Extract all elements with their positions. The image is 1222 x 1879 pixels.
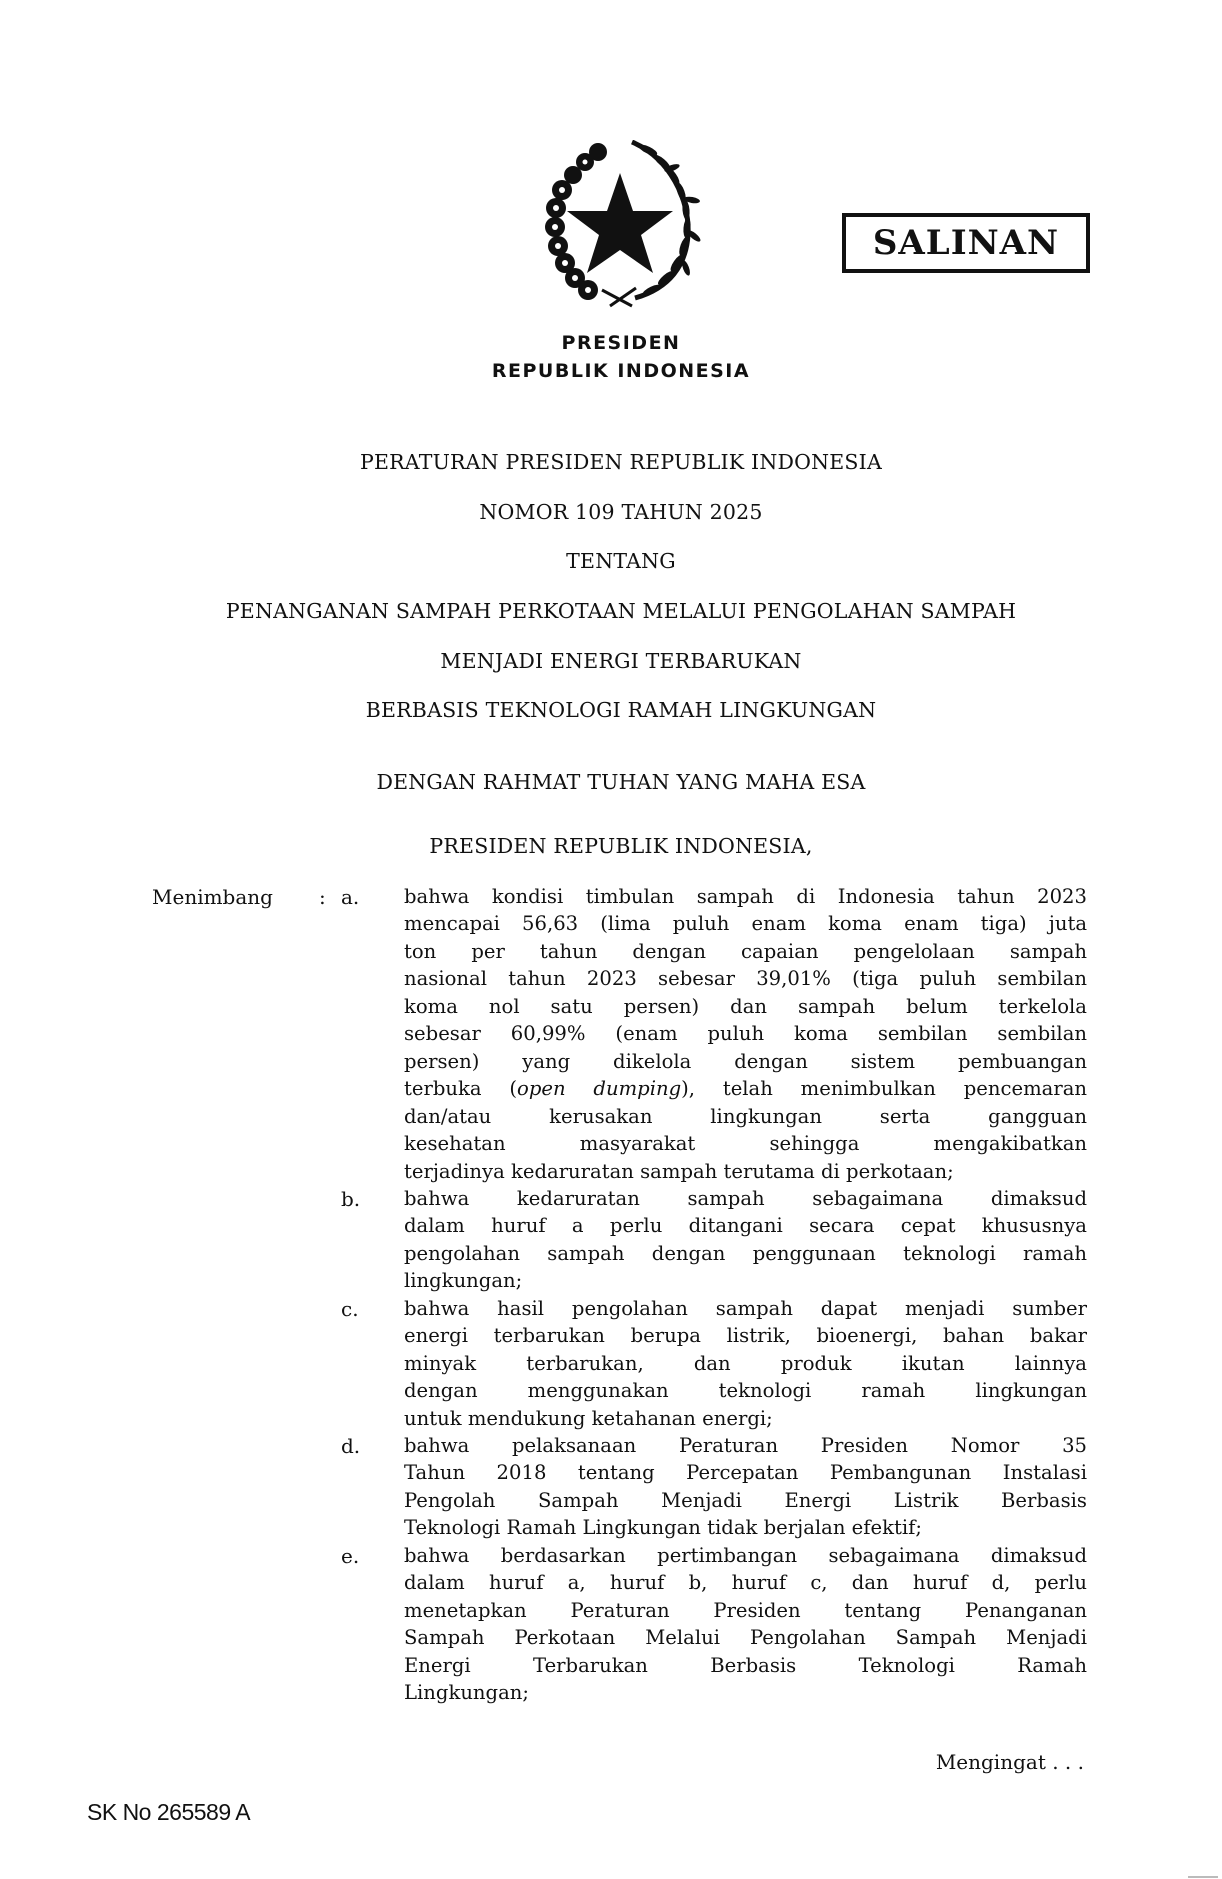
clause-line: koma nol satu persen) dan sampah belum terkelola bbox=[404, 994, 1087, 1018]
clause-line: bahwa berdasarkan pertimbangan sebagaimana dimaksud bbox=[404, 1543, 1087, 1567]
scan-artifact bbox=[1188, 1876, 1218, 1878]
clause-line: Pengolah Sampah Menjadi Energi Listrik Berbasis bbox=[404, 1488, 1087, 1512]
clause-line: kesehatan masyarakat sehingga mengakibatkan bbox=[404, 1132, 1087, 1156]
clause-line: dalam huruf a, huruf b, huruf c, dan huruf d, perlu bbox=[404, 1571, 1087, 1595]
clause-line: terjadinya kedaruratan sampah terutama di perkotaan; bbox=[404, 1159, 954, 1183]
regulation-number: NOMOR 109 TAHUN 2025 bbox=[479, 500, 763, 524]
clause-line: energi terbarukan berupa listrik, bioenergi, bahan bakar bbox=[404, 1324, 1087, 1348]
continuation-marker: Mengingat . . . bbox=[935, 1750, 1084, 1774]
clause-line: lingkungan; bbox=[404, 1269, 523, 1293]
clause-line: untuk mendukung ketahanan energi; bbox=[404, 1406, 773, 1430]
star-icon bbox=[567, 173, 673, 273]
clause-line: bahwa pelaksanaan Peraturan Presiden Nomor 35 bbox=[404, 1434, 1087, 1457]
clause-line: pengolahan sampah dengan penggunaan teknologi ramah bbox=[404, 1241, 1087, 1265]
clause-line: Sampah Perkotaan Melalui Pengolahan Sampah Menjadi bbox=[404, 1626, 1087, 1650]
clause-line: bahwa kedaruratan sampah sebagaimana dimaksud bbox=[404, 1186, 1087, 1210]
clause-letter: c. bbox=[341, 1296, 359, 1321]
clause-line: dengan menggunakan teknologi ramah lingkungan bbox=[404, 1379, 1087, 1403]
clause-line: dalam huruf a perlu ditangani secara cepat khususnya bbox=[404, 1214, 1087, 1238]
clause-line: Teknologi Ramah Lingkungan tidak berjalan efektif; bbox=[404, 1516, 922, 1540]
regulation-type: PERATURAN PRESIDEN REPUBLIK INDONESIA bbox=[360, 450, 882, 474]
clause-line: menetapkan Peraturan Presiden tentang Penanganan bbox=[404, 1598, 1087, 1622]
clause-line: persen) yang dikelola dengan sistem pembuangan bbox=[404, 1049, 1087, 1073]
salinan-stamp bbox=[842, 213, 1090, 273]
clause-line: dan/atau kerusakan lingkungan serta gangguan bbox=[404, 1104, 1087, 1128]
clause-line: Lingkungan; bbox=[404, 1681, 529, 1705]
clause-line: bahwa hasil pengolahan sampah dapat menjadi sumber bbox=[404, 1296, 1087, 1320]
kop-republik-indonesia: REPUBLIK INDONESIA bbox=[491, 360, 751, 382]
clause-line: nasional tahun 2023 sebesar 39,01% (tiga puluh sembilan bbox=[404, 967, 1087, 991]
italic-term: open dumping bbox=[517, 1077, 682, 1101]
sk-number: SK No 265589 A bbox=[87, 1799, 251, 1825]
menimbang-colon: : bbox=[319, 885, 326, 909]
clause-line: sebesar 60,99% (enam puluh koma sembilan sembilan bbox=[404, 1022, 1087, 1046]
regulation-subject-line2: MENJADI ENERGI TERBARUKAN bbox=[440, 649, 802, 673]
presidential-emblem-icon bbox=[540, 140, 704, 308]
salinan-label: SALINAN bbox=[872, 223, 1060, 263]
clause-letter: d. bbox=[341, 1434, 361, 1458]
clause-letter: e. bbox=[341, 1543, 360, 1568]
clause-line: terbuka (open dumping), telah menimbulkan pencemaran bbox=[404, 1077, 1087, 1101]
menimbang-label: Menimbang bbox=[152, 885, 273, 909]
tentang-label: TENTANG bbox=[566, 549, 676, 573]
clause-line: Energi Terbarukan Berbasis Teknologi Ramah bbox=[404, 1653, 1087, 1677]
clause-line: ton per tahun dengan capaian pengelolaan sampah bbox=[404, 939, 1087, 963]
clause-line: minyak terbarukan, dan produk ikutan lainnya bbox=[404, 1351, 1087, 1375]
clause-line: mencapai 56,63 (lima puluh enam koma enam tiga) juta bbox=[404, 912, 1087, 936]
invocation: DENGAN RAHMAT TUHAN YANG MAHA ESA bbox=[376, 770, 866, 794]
clause-line: bahwa kondisi timbulan sampah di Indonesia tahun 2023 bbox=[404, 885, 1087, 908]
kop-presiden: PRESIDEN bbox=[561, 332, 681, 354]
clause-letter: b. bbox=[341, 1186, 361, 1211]
issuer: PRESIDEN REPUBLIK INDONESIA, bbox=[429, 834, 813, 858]
clause-line: Tahun 2018 tentang Percepatan Pembangunan Instalasi bbox=[404, 1461, 1087, 1485]
regulation-subject-line1: PENANGANAN SAMPAH PERKOTAAN MELALUI PENGOLAHAN SAMPAH bbox=[225, 599, 1017, 623]
clause-letter: a. bbox=[341, 885, 360, 909]
regulation-subject-line3: BERBASIS TEKNOLOGI RAMAH LINGKUNGAN bbox=[365, 698, 877, 722]
